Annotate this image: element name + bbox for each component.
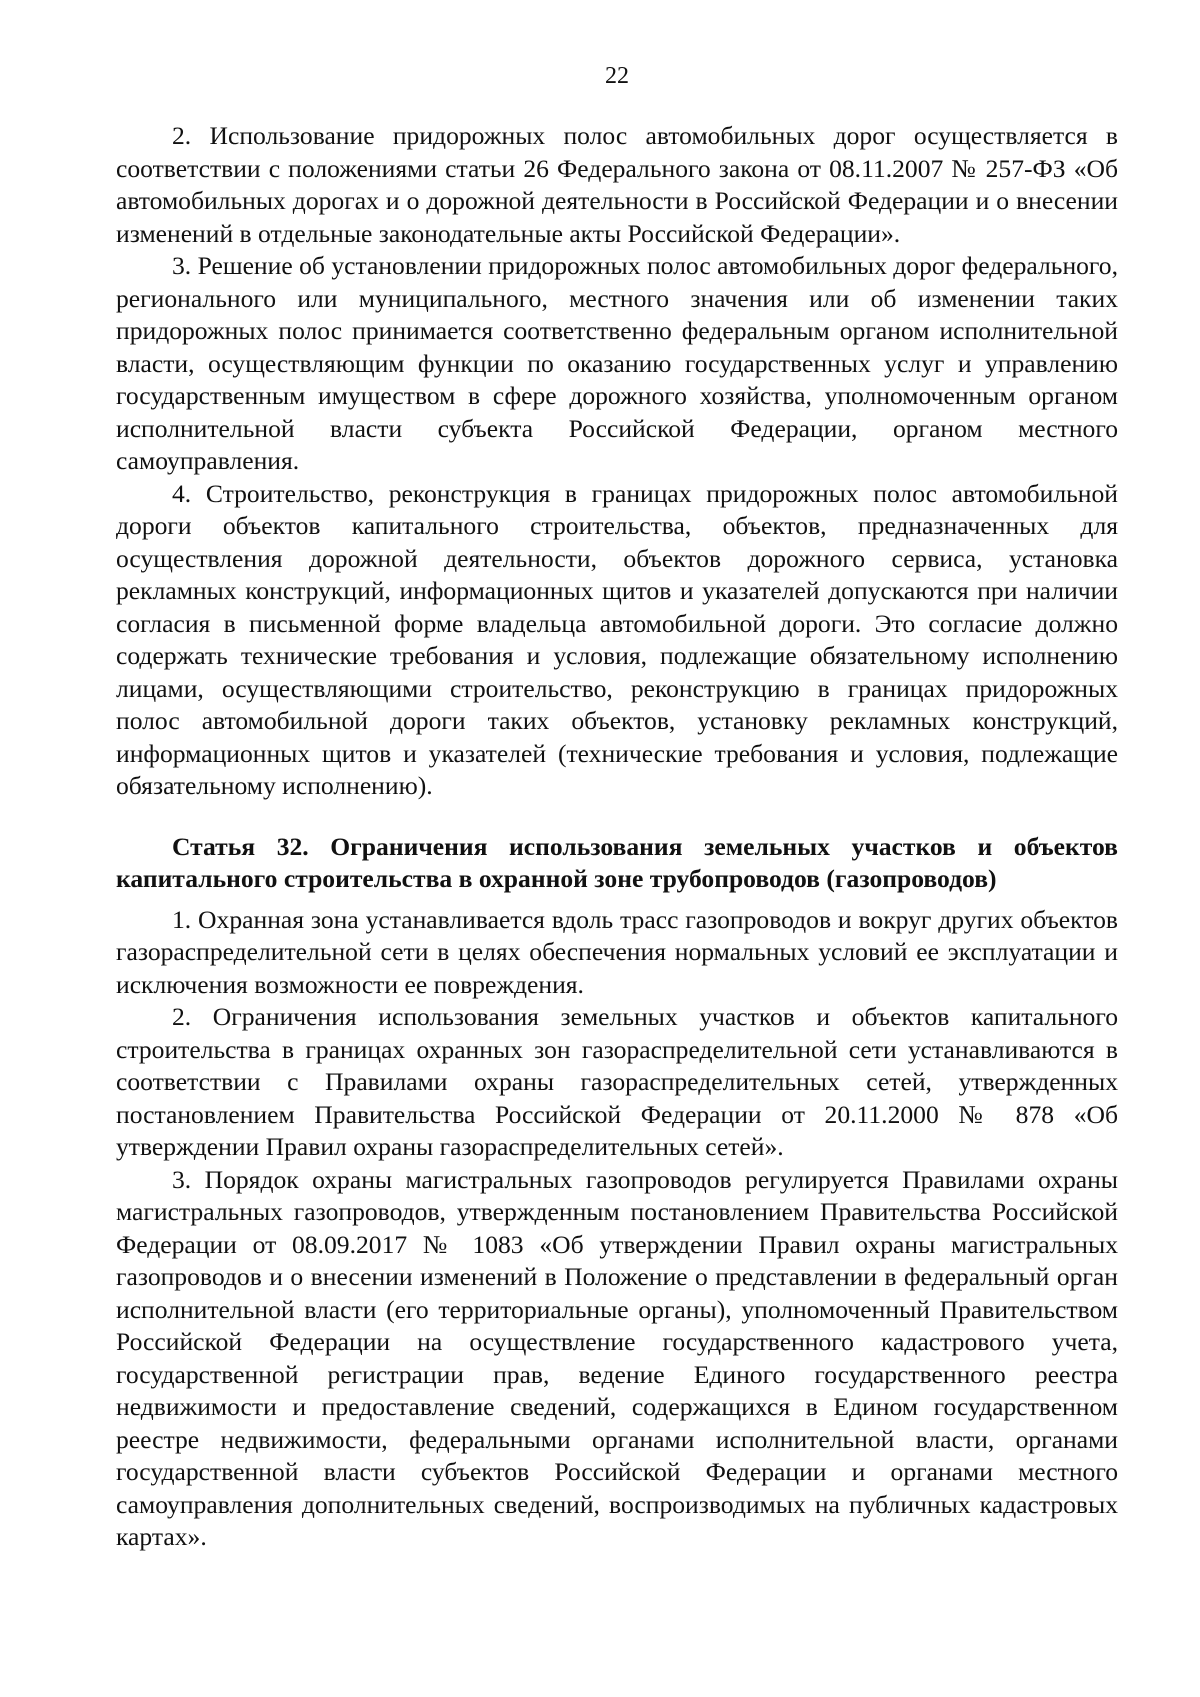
document-page <box>116 62 1118 1554</box>
article-32-paragraph-2: 2. Ограничения использования земельных участков и объектов капитального строительства в границах охранных зон газораспределительной сети устанавливаются в соответствии с Правилами охраны газораспределительных сетей, утвержденных постановлением Правительства Российской Федерации от 20.11.2000 № 878 «Об утверждении Правил охраны газораспределительных сетей». <box>116 1002 1118 1161</box>
article-32-heading: Статья 32. Ограничения использования земельных участков и объектов капитального строительства в охранной зоне трубопроводов (газопроводов) <box>116 831 1118 893</box>
section-top <box>116 120 1118 803</box>
article-32-paragraph-3: 3. Порядок охраны магистральных газопроводов регулируется Правилами охраны магистральных газопроводов, утвержденным постановлением Правительства Российской Федерации от 08.09.2017 № 1083 «Об утверждении Правил охраны магистральных газопроводов и о внесении изменений в Положение о представлении в федеральный орган исполнительной власти (его территориальные органы), уполномоченный Правительством Российской Федерации на осуществление государственного кадастрового учета, государственной регистрации прав, ведение Единого государственного реестра недвижимости и предоставление сведений, содержащихся в Едином государственном реестре недвижимости, федеральными органами исполнительной власти, органами государственной власти субъектов Российской Федерации и органами местного самоуправления дополнительных сведений, воспроизводимых на публичных кадастровых картах». <box>116 1164 1118 1551</box>
article-32-body <box>116 904 1118 1554</box>
paragraph-4-roadside-construction: 4. Строительство, реконструкция в границах придорожных полос автомобильной дороги объектов капитального строительства, объектов, предназначенных для осуществления дорожной деятельности, объектов дорожного сервиса, установка рекламных конструкций, информационных щитов и указателей допускаются при наличии согласия в письменной форме владельца автомобильной дороги. Это согласие должно содержать технические требования и условия, подлежащие обязательному исполнению лицами, осуществляющими строительство, реконструкцию в границах придорожных полос автомобильной дороги таких объектов, установку рекламных конструкций, информационных щитов и указателей (технические требования и условия, подлежащие обязательному исполнению). <box>116 478 1118 800</box>
page-number: 22 <box>605 63 629 89</box>
paragraph-2-roadside-use: 2. Использование придорожных полос автомобильных дорог осуществляется в соответствии с положениями статьи 26 Федерального закона от 08.11.2007 № 257-ФЗ «Об автомобильных дорогах и о дорожной деятельности в Российской Федерации и о внесении изменений в отдельные законодательные акты Российской Федерации». <box>116 121 1118 248</box>
article-32-paragraph-1: 1. Охранная зона устанавливается вдоль трасс газопроводов и вокруг других объектов газораспределительной сети в целях обеспечения нормальных условий ее эксплуатации и исключения возможности ее повреждения. <box>116 904 1118 999</box>
paragraph-3-roadside-decision: 3. Решение об установлении придорожных полос автомобильных дорог федерального, регионального или муниципального, местного значения или об изменении таких придорожных полос принимается соответственно федеральным органом исполнительной власти, осуществляющим функции по оказанию государственных услуг и управлению государственным имуществом в сфере дорожного хозяйства, уполномоченным органом исполнительной власти субъекта Российской Федерации, органом местного самоуправления. <box>116 251 1118 475</box>
